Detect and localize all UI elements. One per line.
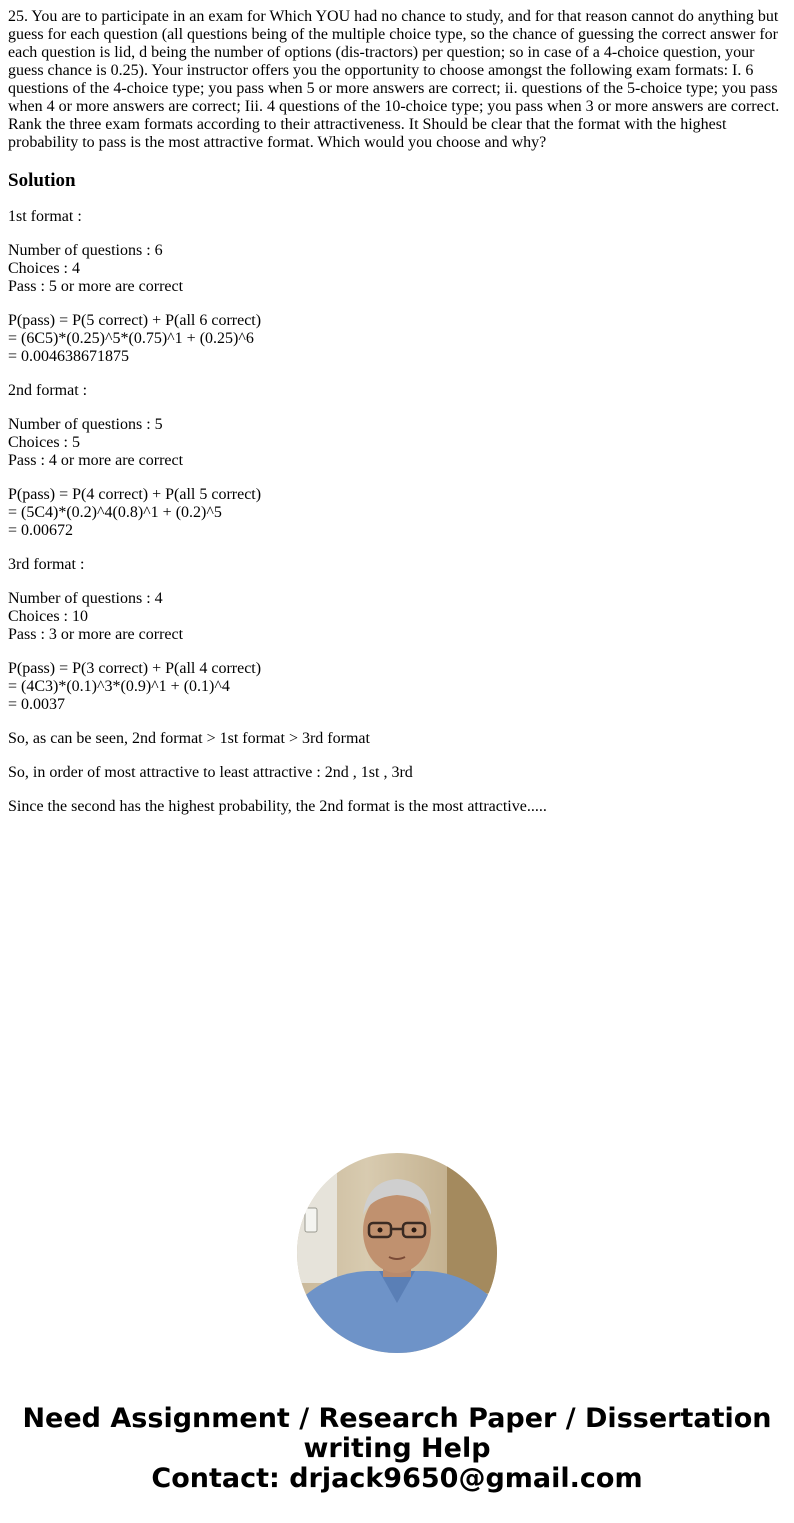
solution-line: P(pass) = P(3 correct) + P(all 4 correct) xyxy=(8,660,262,677)
solution-block xyxy=(8,312,786,366)
solution-line: = 0.00672 xyxy=(8,522,74,539)
solution-line: Pass : 5 or more are correct xyxy=(8,278,184,295)
solution-block xyxy=(8,556,786,574)
question-text: 25. You are to participate in an exam for Which YOU had no chance to study, and for that reason cannot do anything but guess for each question (all questions being of the multiple choice type, so the chance of guessing the correct answer for each question is lid, d being the number of options (dis-tractors) per question; so in case of a 4-choice question, your guess chance is 0.25). Your instructor offers you the opportunity to choose amongst the following exam formats: I. 6 questions of the 4-choice type; you pass when 5 or more answers are correct; ii. questions of the 5-choice type; you pass when 4 or more answers are correct; Iii. 4 questions of the 10-choice type; you pass when 3 or more answers are correct. Rank the three exam formats according to their attractiveness. It Should be clear that the format with the highest probability to pass is the most attractive format. Which would you choose and why? xyxy=(8,8,780,151)
solution-heading: Solution xyxy=(8,170,76,191)
solution-block xyxy=(8,486,786,540)
solution-block xyxy=(8,660,786,714)
solution-line: So, as can be seen, 2nd format > 1st format > 3rd format xyxy=(8,730,370,747)
solution-line: Number of questions : 6 xyxy=(8,242,163,259)
solution-line: Number of questions : 5 xyxy=(8,416,163,433)
footer-banner xyxy=(0,1404,794,1494)
solution-line: So, in order of most attractive to least attractive : 2nd , 1st , 3rd xyxy=(8,764,413,781)
solution-block xyxy=(8,208,786,226)
solution-line: Number of questions : 4 xyxy=(8,590,163,607)
footer-line-1: Need Assignment / Research Paper / Dissertation xyxy=(22,1403,772,1434)
avatar xyxy=(297,1153,497,1353)
solution-block xyxy=(8,242,786,296)
solution-block xyxy=(8,416,786,470)
solution-line: Since the second has the highest probability, the 2nd format is the most attractive..... xyxy=(8,798,547,815)
solution-block xyxy=(8,798,786,816)
solution-line: Choices : 10 xyxy=(8,608,88,625)
solution-line: = (6C5)*(0.25)^5*(0.75)^1 + (0.25)^6 xyxy=(8,330,254,347)
solution-line: = 0.004638671875 xyxy=(8,348,130,365)
solution-line: Pass : 4 or more are correct xyxy=(8,452,184,469)
solution-line: 3rd format : xyxy=(8,556,85,573)
solution-line: P(pass) = P(5 correct) + P(all 6 correct) xyxy=(8,312,262,329)
solution-line: 2nd format : xyxy=(8,382,88,399)
solution-line: 1st format : xyxy=(8,208,82,225)
solution-line: = 0.0037 xyxy=(8,696,66,713)
solution-line: Choices : 5 xyxy=(8,434,80,451)
solution-block xyxy=(8,730,786,748)
solution-block xyxy=(8,590,786,644)
solution-block xyxy=(8,764,786,782)
footer-contact: Contact: drjack9650@gmail.com xyxy=(151,1463,643,1494)
solution-block xyxy=(8,382,786,400)
solution-line: = (4C3)*(0.1)^3*(0.9)^1 + (0.1)^4 xyxy=(8,678,230,695)
footer-line-2: writing Help xyxy=(303,1433,491,1464)
solution-line: = (5C4)*(0.2)^4(0.8)^1 + (0.2)^5 xyxy=(8,504,222,521)
solution-line: P(pass) = P(4 correct) + P(all 5 correct) xyxy=(8,486,262,503)
solution-line: Choices : 4 xyxy=(8,260,80,277)
document-content xyxy=(8,8,786,832)
person-photo-icon xyxy=(297,1153,497,1353)
solution-line: Pass : 3 or more are correct xyxy=(8,626,184,643)
